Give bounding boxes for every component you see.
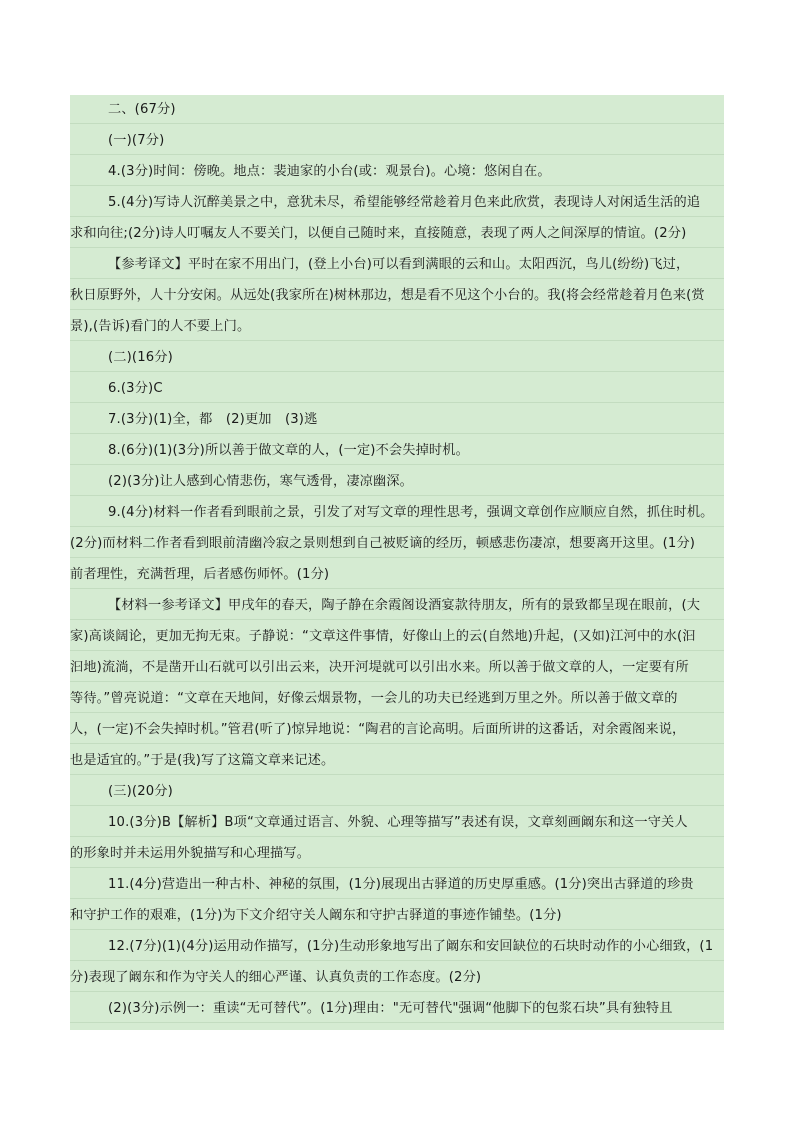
text-line: 前者理性，充满哲理，后者感伤师怀。(1分) bbox=[70, 560, 724, 589]
text-line: 也是适宜的。”于是(我)写了这篇文章来记述。 bbox=[70, 746, 724, 775]
text-line: (一)(7分) bbox=[70, 126, 724, 155]
text-line: 7.(3分)(1)全，都 (2)更加 (3)逃 bbox=[70, 405, 724, 434]
text-line: 6.(3分)C bbox=[70, 374, 724, 403]
text-line: 和守护工作的艰难，(1分)为下文介绍守关人阚东和守护古驿道的事迹作铺垫。(1分) bbox=[70, 901, 724, 930]
text-line: 11.(4分)营造出一种古朴、神秘的氛围，(1分)展现出古驿道的历史厚重感。(1分)突出古驿道的珍贵 bbox=[70, 870, 724, 899]
text-line: 人，(一定)不会失掉时机。”管君(听了)惊异地说：“陶君的言论高明。后面所讲的这番话，对余霞阁来说， bbox=[70, 715, 724, 744]
text-line: (二)(16分) bbox=[70, 343, 724, 372]
text-line: 秋日原野外，人十分安闲。从远处(我家所在)树林那边，想是看不见这个小台的。我(将会经常趁着月色来(赏 bbox=[70, 281, 724, 310]
text-line: 4.(3分)时间：傍晚。地点：裴迪家的小台(或：观景台)。心境：悠闲自在。 bbox=[70, 157, 724, 186]
text-line: (2分)而材料二作者看到眼前清幽冷寂之景则想到自己被贬谪的经历，顿感悲伤凄凉，想要离开这里。(1分) bbox=[70, 529, 724, 558]
text-line: 9.(4分)材料一作者看到眼前之景，引发了对写文章的理性思考，强调文章创作应顺应自然，抓住时机。 bbox=[70, 498, 724, 527]
text-line: 的形象时并未运用外貌描写和心理描写。 bbox=[70, 839, 724, 868]
text-line: 8.(6分)(1)(3分)所以善于做文章的人，(一定)不会失掉时机。 bbox=[70, 436, 724, 465]
text-line: 【材料一参考译文】甲戌年的春天，陶子静在余霞阁设酒宴款待朋友，所有的景致都呈现在眼前，(大 bbox=[70, 591, 724, 620]
text-line: 求和向往;(2分)诗人叮嘱友人不要关门，以便自己随时来，直接随意，表现了两人之间深厚的情谊。(2分) bbox=[70, 219, 724, 248]
text-line: 汩地)流淌，不是凿开山石就可以引出云来，决开河堤就可以引出水来。所以善于做文章的人，一定要有所 bbox=[70, 653, 724, 682]
text-line: 等待。”曾亮说道：“文章在天地间，好像云烟景物，一会儿的功夫已经逃到万里之外。所以善于做文章的 bbox=[70, 684, 724, 713]
text-line: 12.(7分)(1)(4分)运用动作描写，(1分)生动形象地写出了阚东和安回缺位的石块时动作的小心细致，(1 bbox=[70, 932, 724, 961]
text-line: 10.(3分)B【解析】B项“文章通过语言、外貌、心理等描写”表述有误，文章刻画阚东和这一守关人 bbox=[70, 808, 724, 837]
text-line: (2)(3分)示例一：重读“无可替代”。(1分)理由："无可替代"强调“他脚下的包浆石块”具有独特且 bbox=[70, 994, 724, 1023]
text-line: 二、(67分) bbox=[70, 95, 724, 124]
text-line: 【参考译文】平时在家不用出门，(登上小台)可以看到满眼的云和山。太阳西沉，鸟儿(纷纷)飞过， bbox=[70, 250, 724, 279]
text-line: 家)高谈阔论，更加无拘无束。子静说：“文章这件事情，好像山上的云(自然地)升起，(又如)江河中的水(汩 bbox=[70, 622, 724, 651]
text-line: (三)(20分) bbox=[70, 777, 724, 806]
document-page bbox=[70, 95, 724, 1030]
text-line: (2)(3分)让人感到心情悲伤，寒气透骨，凄凉幽深。 bbox=[70, 467, 724, 496]
text-line: 景),(告诉)看门的人不要上门。 bbox=[70, 312, 724, 341]
text-line: 分)表现了阚东和作为守关人的细心严谨、认真负责的工作态度。(2分) bbox=[70, 963, 724, 992]
text-line: 5.(4分)写诗人沉醉美景之中，意犹未尽，希望能够经常趁着月色来此欣赏，表现诗人对闲适生活的追 bbox=[70, 188, 724, 217]
